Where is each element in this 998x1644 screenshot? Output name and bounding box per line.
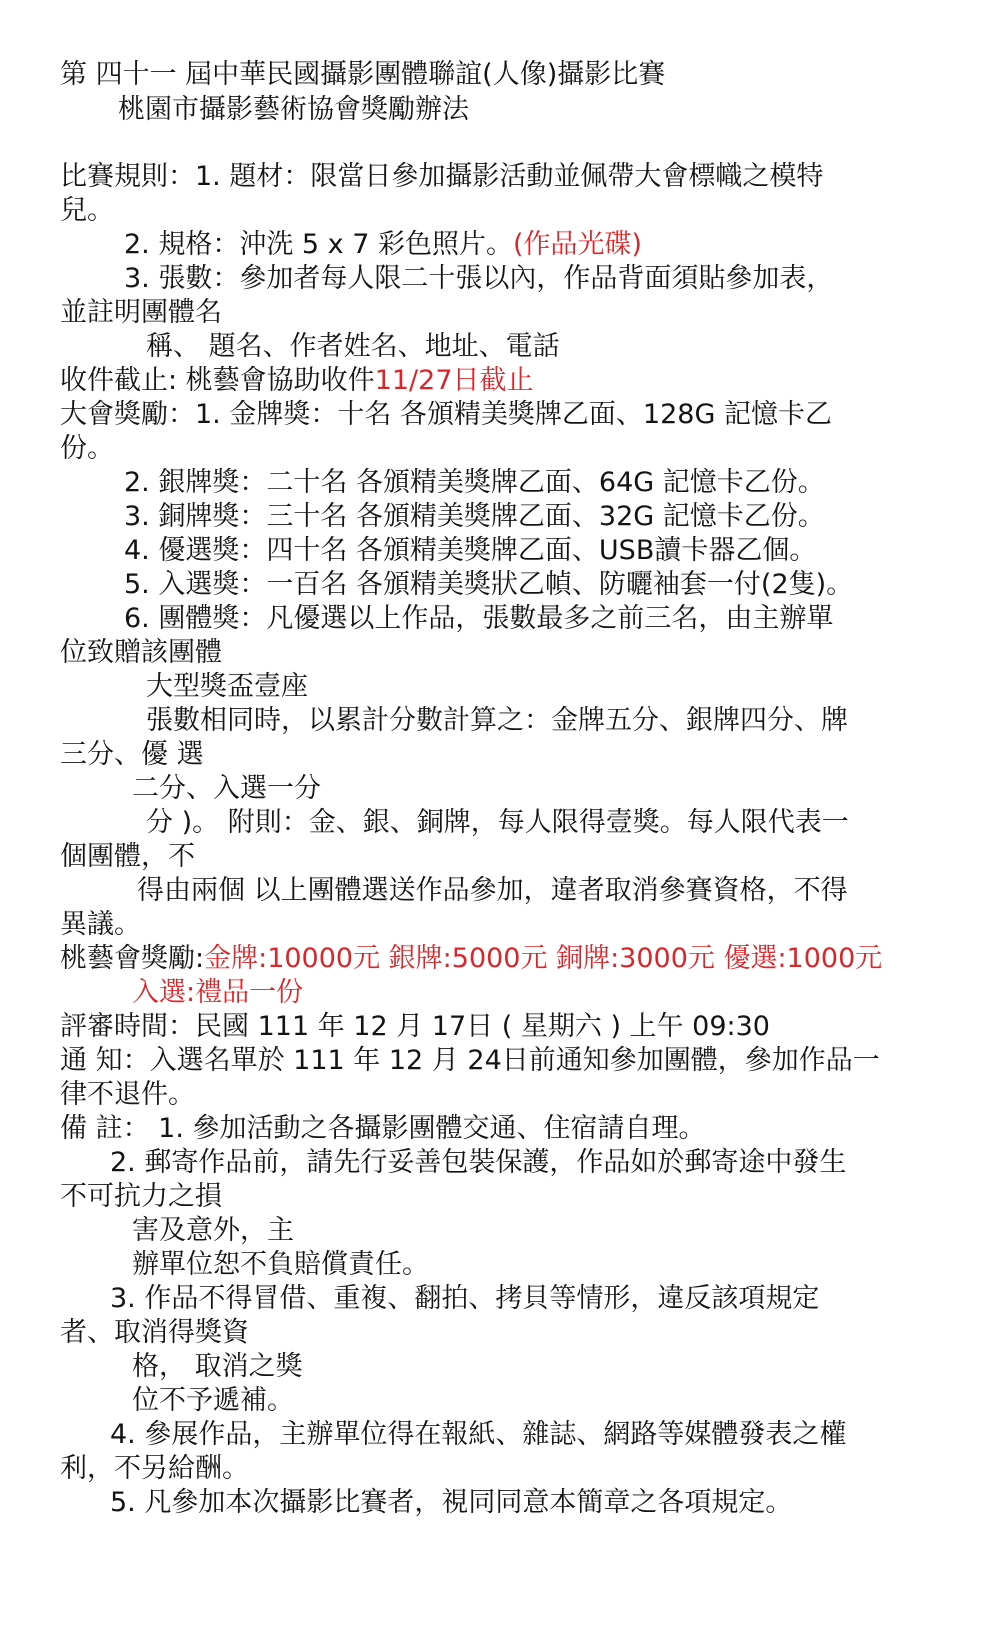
deadline-label: 收件截止: 桃藝會協助收件 [60, 365, 375, 396]
remark-line-4a: 4. 參展作品，主辦單位得在報紙、雜誌、網路等媒體發表之權 [110, 1419, 847, 1450]
tao-awards-prizes: 金牌:10000元 銀牌:5000元 銅牌:3000元 優選:1000元 [204, 943, 883, 974]
rules-line-3b: 並註明團體名 [60, 297, 222, 328]
award-line-6i: 得由兩個 以上團體選送作品參加，違者取消參賽資格，不得 [137, 875, 848, 906]
notice-line-1: 通 知：入選名單於 111 年 12 月 24日前通知參加團體，參加作品一 [60, 1045, 880, 1076]
award-line-6d: 張數相同時，以累計分數計算之：金牌五分、銀牌四分、牌 [146, 705, 848, 736]
award-line-6h: 個團體，不 [60, 841, 195, 872]
rules-spec: 2. 規格：沖洗 5 x 7 彩色照片。 [124, 229, 514, 260]
tao-awards-label: 桃藝會獎勵: [60, 943, 205, 974]
remark-line-1: 備 註： 1. 參加活動之各攝影團體交通、住宿請自理。 [60, 1113, 706, 1144]
judging-line: 評審時間：民國 111 年 12 月 17日 ( 星期六 ) 上午 09:30 [60, 1011, 770, 1042]
award-line-6g: 分 )。 附則：金、銀、銅牌，每人限得壹獎。每人限代表一 [146, 807, 849, 838]
rules-line-3a: 3. 張數：參加者每人限二十張以內，作品背面須貼參加表， [124, 263, 834, 294]
award-line-3: 3. 銅牌獎：三十名 各頒精美獎牌乙面、32G 記憶卡乙份。 [124, 501, 825, 532]
title-line-2: 桃園市攝影藝術協會獎勵辦法 [118, 94, 469, 125]
remark-line-3a: 3. 作品不得冒借、重複、翻拍、拷貝等情形，違反該項規定 [110, 1283, 820, 1314]
remark-line-5: 5. 凡參加本次攝影比賽者，視同同意本簡章之各項規定。 [110, 1487, 793, 1518]
award-line-2: 2. 銀牌獎：二十名 各頒精美獎牌乙面、64G 記憶卡乙份。 [124, 467, 825, 498]
rules-line-1a: 比賽規則：1. 題材：限當日參加攝影活動並佩帶大會標幟之模特 [60, 161, 824, 192]
remark-line-4b: 利，不另給酬。 [60, 1453, 249, 1484]
award-line-1a: 大會獎勵：1. 金牌獎：十名 各頒精美獎牌乙面、128G 記憶卡乙 [60, 399, 832, 430]
remark-line-3d: 位不予遞補。 [132, 1385, 294, 1416]
deadline-line [60, 364, 534, 398]
remark-line-2c: 害及意外，主 [132, 1215, 294, 1246]
tao-awards-line-2: 入選:禮品一份 [132, 977, 304, 1008]
rules-line-1b: 兒。 [60, 195, 114, 226]
remark-line-2a: 2. 郵寄作品前，請先行妥善包裝保護，作品如於郵寄途中發生 [110, 1147, 847, 1178]
award-line-4: 4. 優選獎：四十名 各頒精美獎牌乙面、USB讀卡器乙個。 [124, 535, 817, 566]
award-line-6a: 6. 團體獎：凡優選以上作品，張數最多之前三名，由主辦單 [124, 603, 834, 634]
rules-line-2 [124, 228, 642, 262]
award-line-6j: 異議。 [60, 909, 141, 940]
award-line-6c: 大型獎盃壹座 [146, 671, 308, 702]
notice-line-2: 律不退件。 [60, 1079, 195, 1110]
deadline-date: 11/27日截止 [374, 365, 534, 396]
tao-awards-line [60, 942, 882, 976]
award-line-6b: 位致贈該團體 [60, 637, 222, 668]
remark-line-3c: 格， 取消之獎 [132, 1351, 303, 1382]
award-line-5: 5. 入選獎：一百名 各頒精美獎狀乙幀、防曬袖套一付(2隻)。 [124, 569, 854, 600]
award-line-6e: 三分、優 選 [60, 739, 204, 770]
rules-spec-note: (作品光碟) [513, 229, 643, 260]
rules-line-3c: 稱、 題名、作者姓名、地址、電話 [146, 331, 560, 362]
award-line-6f: 二分、入選一分 [132, 773, 321, 804]
award-line-1b: 份。 [60, 433, 114, 464]
remark-line-2b: 不可抗力之損 [60, 1181, 222, 1212]
title-line-1: 第 四十一 屆中華民國攝影團體聯誼(人像)攝影比賽 [60, 59, 666, 90]
remark-line-2d: 辦單位恕不負賠償責任。 [132, 1249, 429, 1280]
remark-line-3b: 者、取消得獎資 [60, 1317, 249, 1348]
